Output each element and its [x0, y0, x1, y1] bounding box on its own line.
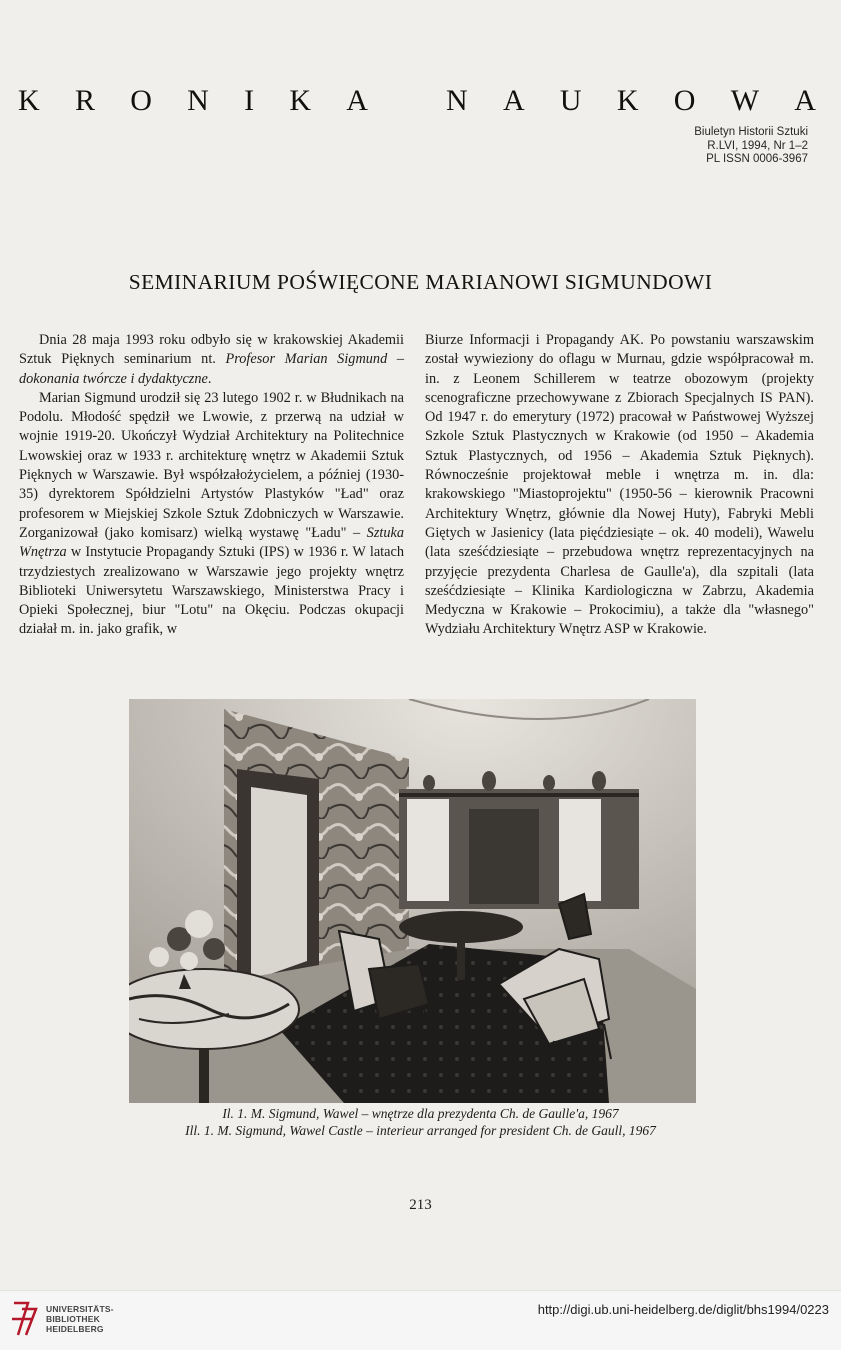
- logo-line: BIBLIOTHEK: [46, 1314, 100, 1324]
- exhibition-title: Sztuka Wnętrza: [19, 524, 404, 561]
- journal-volume: R.LVI, 1994, Nr 1–2: [707, 139, 808, 152]
- library-logo-text[interactable]: [46, 1304, 114, 1334]
- header-letter: U: [559, 84, 584, 117]
- figure-caption: [0, 1105, 841, 1139]
- header-letter: A: [502, 84, 527, 117]
- caption-english: Ill. 1. M. Sigmund, Wawel Castle – interieur arranged for president Ch. de Gaull, 1967: [185, 1123, 656, 1138]
- paragraph: [19, 331, 404, 389]
- header-letter: K: [289, 84, 314, 117]
- paragraph-text: .: [207, 370, 212, 387]
- seminar-title: Profesor Marian Sigmund – dokonania twórcze i dydaktyczne: [19, 351, 405, 387]
- journal-issn: PL ISSN 0006-3967: [706, 153, 808, 165]
- header-letter: O: [130, 84, 154, 117]
- header-letter: I: [244, 84, 257, 117]
- interior-photograph: [129, 699, 696, 1103]
- header-letter: A: [794, 84, 818, 117]
- logo-line: HEIDELBERG: [46, 1324, 104, 1334]
- right-column: [425, 331, 814, 640]
- paragraph: Biurze Informacji i Propagandy AK. Po powstaniu warszawskim został wywieziony do oflagu w Murnau, gdzie współpracował m. in. z Leonem Schillerem w teatrze obozowym (projekty scenograficzne przechowywane z Zbiorach Specjalnych IS PAN). Od 1947 r. do emerytury (1972) pracował w Państwowej Wyższej Szkole Sztuk Plastycznych w Krakowie (od 1950 – Akademia Sztuk Plastycznych, od 1956 – Akademia Sztuk Pięknych). Równocześnie projektował meble i wnętrza m. in. dla: krakowskiego "Miastoprojektu" (1950-56 – kierownik Pracowni Architektury Wnętrz, głównie dla Nowej Huty), Fabryki Mebli Giętych w Jasienicy (lata pięćdziesiąte – ok. 40 modeli), Wawelu (lata sześćdziesiąte – przebudowa wnętrz reprezentacyjnych na przyjęcie prezydenta Charlesa de Gaulle'a), dla szpitali (lata sześćdziesiąte – Klinika Kardiologiczna w Zabrzu, Akademia Medyczna w Krakowie – Prokocimiu), a także dla "własnego" Wydziału Architektury Wnętrz ASP w Krakowie.: [425, 332, 814, 638]
- header-letter: W: [730, 84, 762, 117]
- article-title: SEMINARIUM POŚWIĘCONE MARIANOWI SIGMUNDOWI: [128, 270, 713, 294]
- header-letter: N: [187, 84, 211, 117]
- library-logo-icon[interactable]: [10, 1299, 40, 1339]
- library-footer-bar: [0, 1290, 841, 1350]
- source-url-link[interactable]: http://digi.ub.uni-heidelberg.de/diglit/bhs1994/0223: [537, 1302, 829, 1317]
- header-space: [403, 84, 413, 118]
- header-letter: R: [74, 84, 97, 117]
- journal-metadata: [694, 126, 808, 167]
- interior-illustration: [129, 699, 696, 1103]
- paragraph-text: Marian Sigmund urodził się 23 lutego 1902 r. w Błudnikach na Podolu. Młodość spędził we Lwowie, z przerwą na udział w wojnie 1919-20. Ukończył Wydział Architektury na Politechnice Lwowskiej oraz w 1933 r. architekturę wnętrz w Akademii Sztuk Pięknych w Warszawie. Był współzałożycielem, a później (1930-35) dyrektorem Spółdzielni Artystów Plastyków "Ład" oraz profesorem w Miejskiej Szkole Sztuk Zdobniczych w Warszawie. Zorganizował (jako komisarz) wielką wystawę "Ładu" –: [19, 389, 404, 541]
- paragraph: [19, 389, 404, 640]
- header-letter: N: [446, 84, 470, 117]
- section-header: [18, 84, 818, 118]
- left-column: [19, 331, 404, 640]
- page-number: 213: [409, 1197, 432, 1213]
- journal-name: Biuletyn Historii Sztuki: [694, 126, 808, 138]
- caption-polish: Il. 1. M. Sigmund, Wawel – wnętrze dla prezydenta Ch. de Gaulle'a, 1967: [222, 1106, 619, 1121]
- logo-line: UNIVERSITÄTS-: [46, 1304, 114, 1314]
- paragraph-text: w Instytucie Propagandy Sztuki (IPS) w 1936 r. W latach trzydziestych zrealizowano w Warszawie jego projekty wnętrz Biblioteki Uniwersytetu Warszawskiego, Ministerstwa Pracy i Opieki Społecznej, biur "Lotu" na Okęciu. Podczas okupacji działał m. in. jako grafik, w: [19, 544, 404, 638]
- header-letter: A: [346, 84, 370, 117]
- paragraph-text: Dnia 28 maja 1993 roku odbyło się w krakowskiej Akademii Sztuk Pięknych seminarium nt.: [19, 332, 404, 368]
- header-letter: K: [616, 84, 641, 117]
- header-letter: O: [673, 84, 698, 117]
- header-letter: K: [18, 84, 42, 117]
